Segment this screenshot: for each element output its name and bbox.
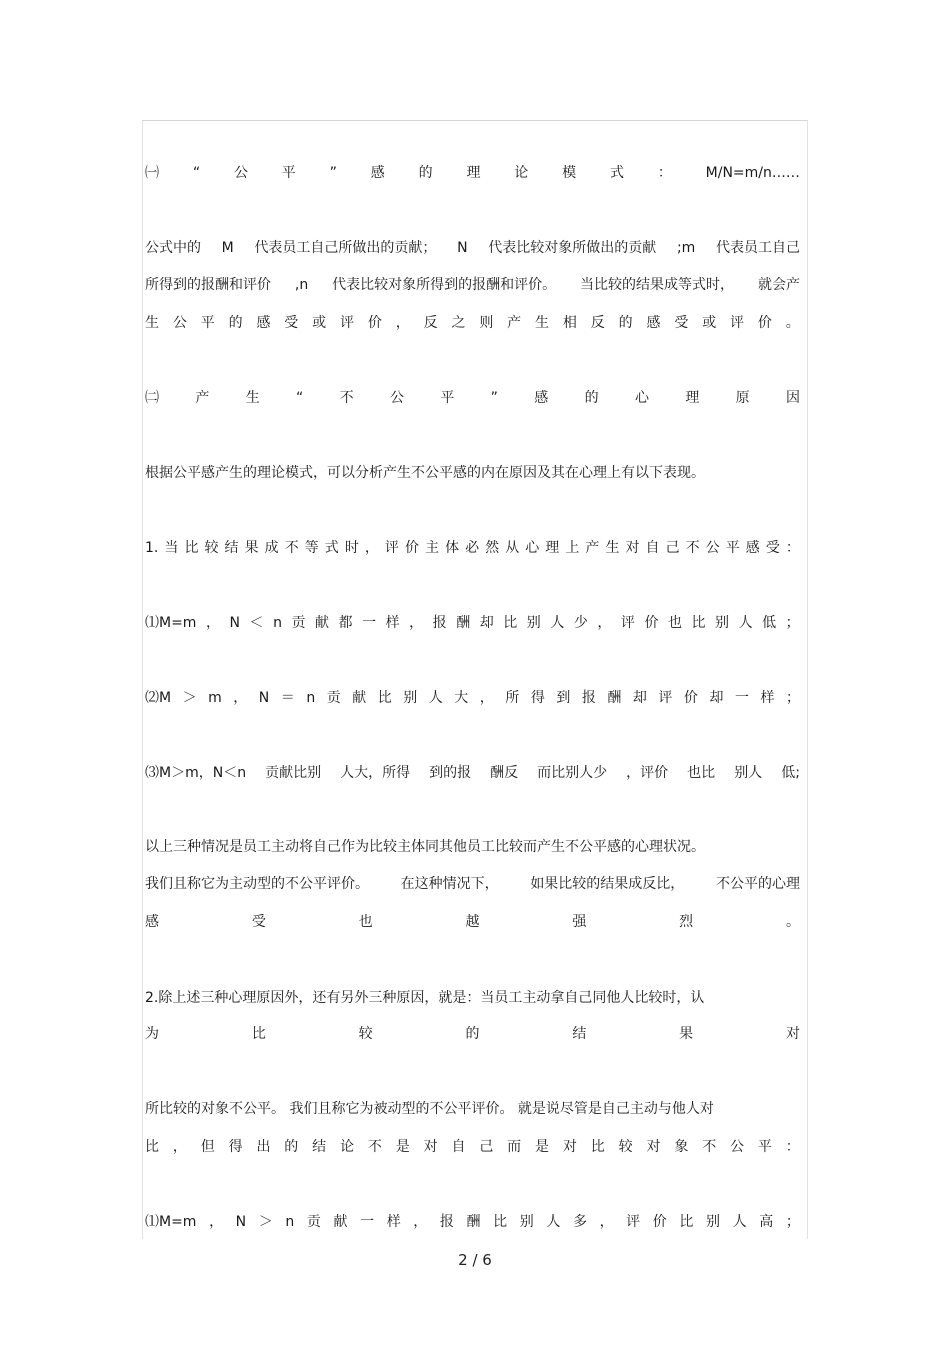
paragraph-line: 生 公 平 的 感 受 或 评 价 ， 反 之 则 产 生 相 反 的 感 受 或 评 价 。 <box>145 315 800 331</box>
paragraph-line: 感 受 也 越 强 烈 。 <box>145 914 800 930</box>
paragraph-line: 比 ， 但 得 出 的 结 论 不 是 对 自 己 而 是 对 比 较 对 象 不 公 平 ： <box>145 1139 800 1155</box>
section-1-heading: ㈠ “ 公 平 ” 感 的 理 论 模 式 ： M/N=m/n…… <box>145 165 800 181</box>
paragraph-line: 以上三种情况是员工主动将自己作为比较主体同其他员工比较而产生不公平感的心理状况。 <box>145 839 705 855</box>
list-item: ⑶M＞m，N＜n 贡献比别 人大，所得 到的报 酬反 而比别人少 ，评价 也比 别人 低; <box>145 765 800 781</box>
list-item: ⑴M=m ， N ＜ n 贡 献 都 一 样 ， 报 酬 却 比 别 人 少 ， 评 价 也 比 别 人 低 ； <box>145 615 800 631</box>
paragraph-line: 所比较的对象不公平。 我们且称它为被动型的不公平评价。 就是说尽管是自己主动与他人对 <box>145 1101 714 1117</box>
page-number: 2 / 6 <box>458 1251 492 1269</box>
list-item-heading: 2.除上述三种心理原因外，还有另外三种原因，就是：当员工主动拿自己同他人比较时，认 <box>145 990 705 1006</box>
paragraph-line: 所得到的报酬和评价 ,n 代表比较对象所得到的报酬和评价。 当比较的结果成等式时， 就会产 <box>145 277 800 293</box>
paragraph-line: 根据公平感产生的理论模式，可以分析产生不公平感的内在原因及其在心理上有以下表现。 <box>145 465 705 481</box>
list-item-heading: 1. 当 比 较 结 果 成 不 等 式 时 ， 评 价 主 体 必 然 从 心 理 上 产 生 对 自 己 不 公 平 感 受 ： <box>145 540 800 556</box>
section-2-heading: ㈡ 产 生 “ 不 公 平 ” 感 的 心 理 原 因 <box>145 390 800 406</box>
paragraph-line: 我们且称它为主动型的不公平评价。 在这种情况下， 如果比较的结果成反比， 不公平的心理 <box>145 876 800 892</box>
list-item: ⑴M=m ， N ＞ n 贡 献 一 样 ， 报 酬 比 别 人 多 ， 评 价 比 别 人 高 ； <box>145 1214 800 1230</box>
list-item-heading-line: 为 比 较 的 结 果 对 <box>145 1026 800 1042</box>
list-item: ⑵M ＞ m ， N ＝ n 贡 献 比 别 人 大 ， 所 得 到 报 酬 却 评 价 却 一 样 ； <box>145 690 800 706</box>
paragraph-line: 公式中的 M 代表员工自己所做出的贡献； N 代表比较对象所做出的贡献 ;m 代表员工自己 <box>145 240 800 256</box>
